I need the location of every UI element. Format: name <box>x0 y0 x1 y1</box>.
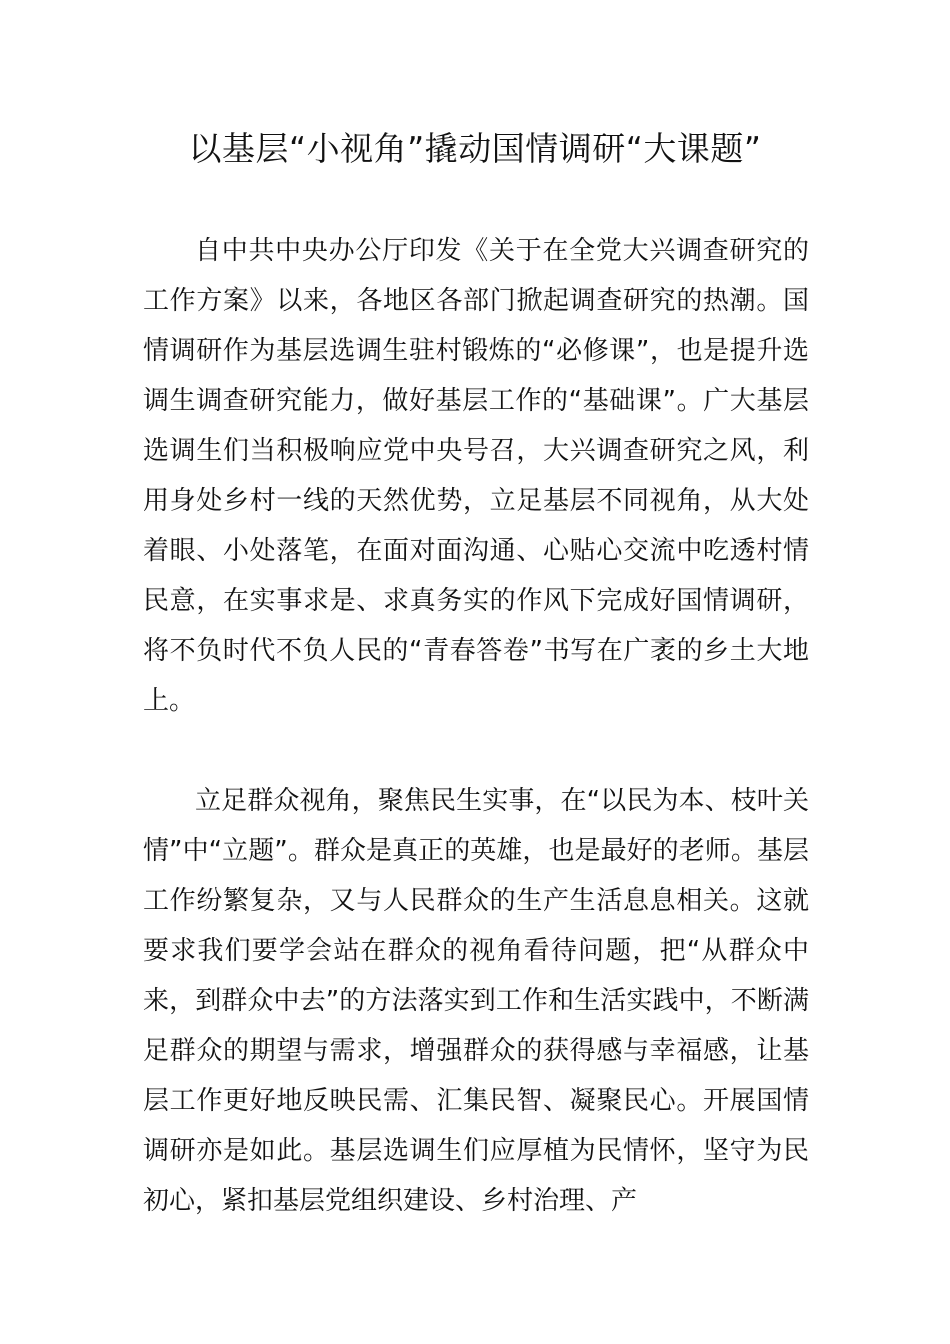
document-title: 以基层“小视角”撬动国情调研“大课题” <box>188 129 762 168</box>
paragraph-2: 立足群众视角，聚焦民生实事，在“以民为本、枝叶关情”中“立题”。群众是真正的英雄，也是最好的老师。基层工作纷繁复杂，又与人民群众的生产生活息息相关。这就要求我们要学会站在群众的视角看待问题，把“从群众中来，到群众中去”的方法落实到工作和生活实践中，不断满足群众的期望与需求，增强群众的获得感与幸福感，让基层工作更好地反映民需、汇集民智、凝聚民心。开展国情调研亦是如此。基层选调生们应厚植为民情怀，坚守为民初心，紧扣基层党组织建设、乡村治理、产 <box>143 786 809 1216</box>
document-body <box>143 226 809 1226</box>
paragraph-1: 自中共中央办公厅印发《关于在全党大兴调查研究的工作方案》以来，各地区各部门掀起调查研究的热潮。国情调研作为基层选调生驻村锻炼的“必修课”，也是提升选调生调查研究能力，做好基层工作的“基础课”。广大基层选调生们当积极响应党中央号召，大兴调查研究之风，利用身处乡村一线的天然优势，立足基层不同视角，从大处着眼、小处落笔，在面对面沟通、心贴心交流中吃透村情民意，在实事求是、求真务实的作风下完成好国情调研，将不负时代不负人民的“青春答卷”书写在广袤的乡土大地上。 <box>143 236 809 716</box>
paragraph-gap <box>143 726 809 776</box>
